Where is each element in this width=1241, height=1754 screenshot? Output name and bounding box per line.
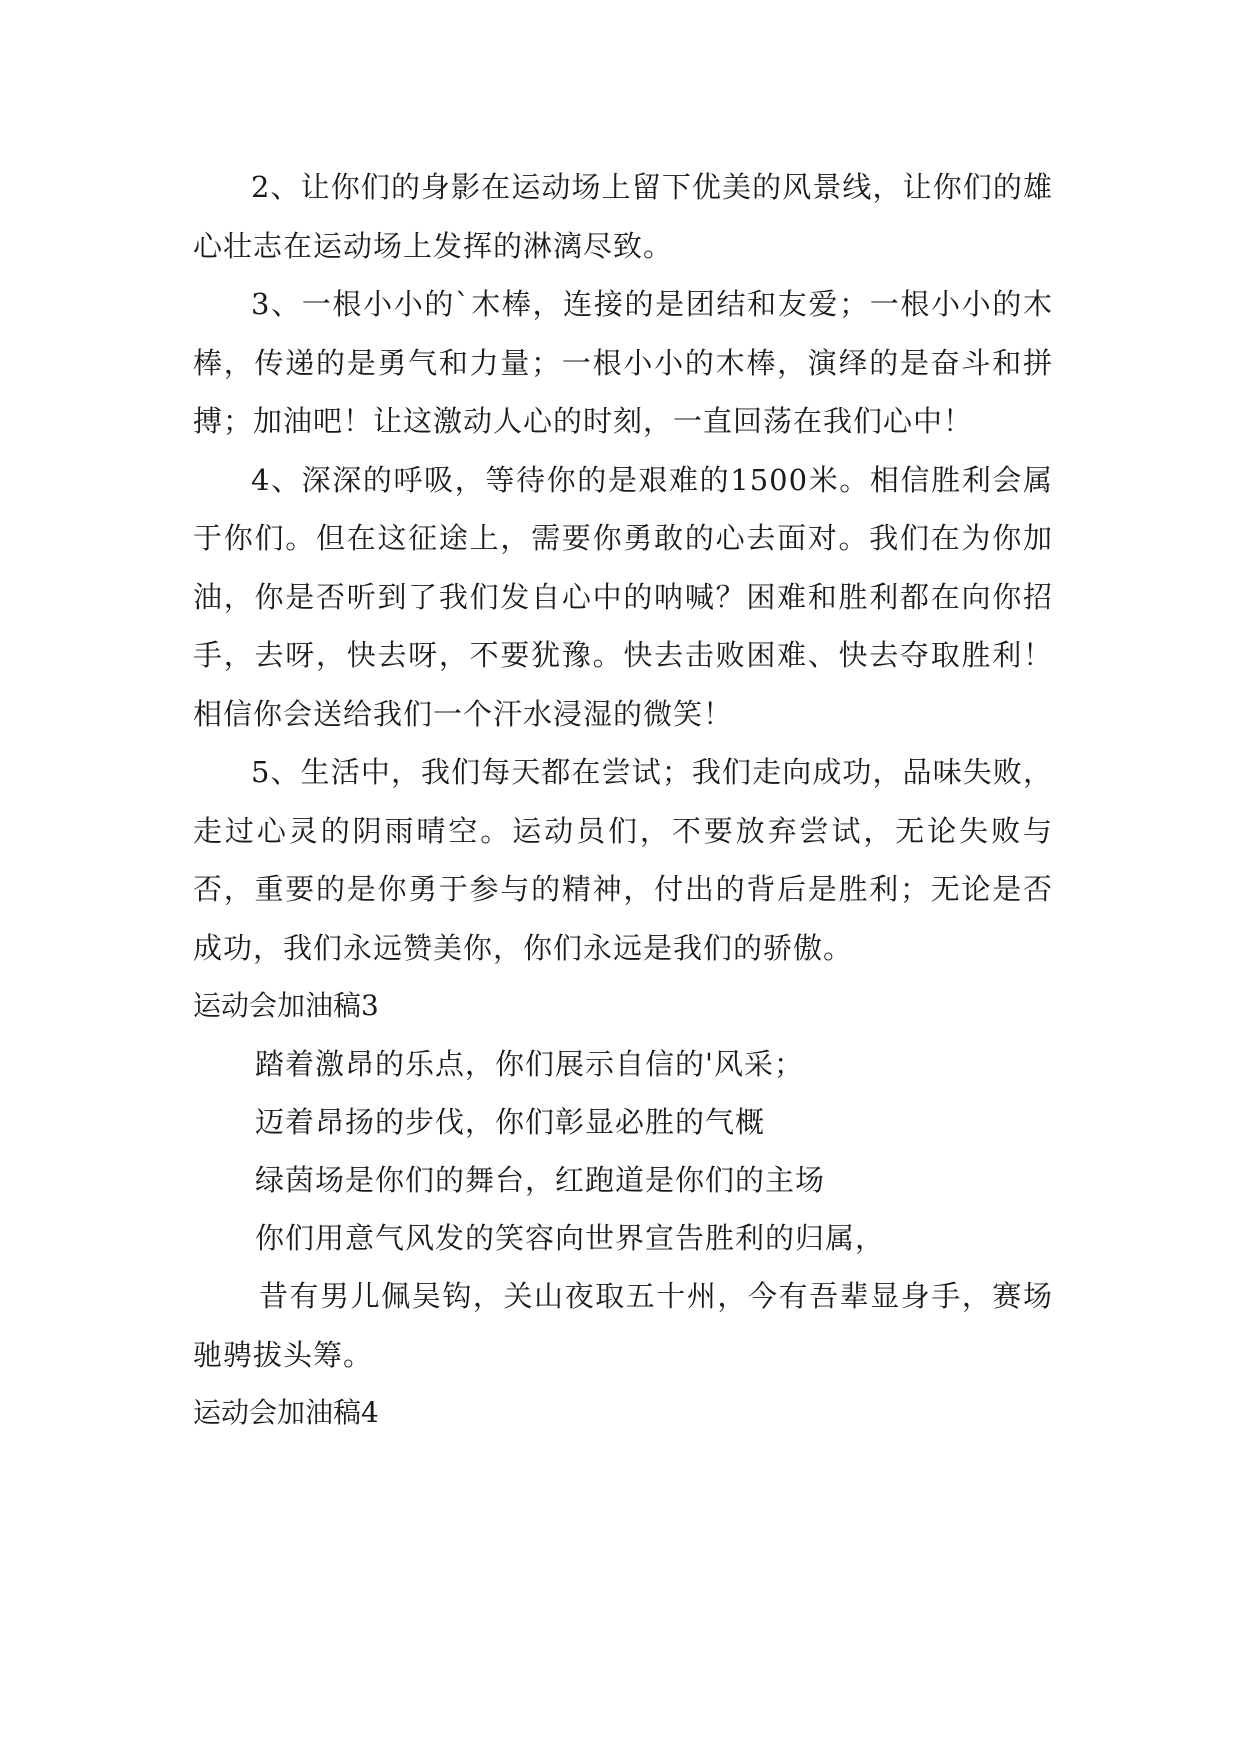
- document-body: [193, 158, 1053, 1442]
- section-heading-4: 运动会加油稿4: [193, 1396, 379, 1429]
- poem-line-4: 你们用意气风发的笑容向世界宣告胜利的归属，: [255, 1221, 886, 1255]
- closing-paragraph: 昔有男儿佩吴钩，关山夜取五十州，今有吾辈显身手，赛场驰骋拔头筹。: [193, 1279, 1053, 1372]
- section-heading-3: 运动会加油稿3: [193, 989, 379, 1022]
- paragraph-4: 4、深深的呼吸，等待你的是艰难的1500米。相信胜利会属于你们。但在这征途上，需要你勇敢的心去面对。我们在为你加油，你是否听到了我们发自心中的呐喊？困难和胜利都在向你招手，去呀，快去呀，不要犹豫。快去击败困难、快去夺取胜利！相信你会送给我们一个汗水浸湿的微笑！: [193, 462, 1053, 731]
- poem-line-2: 迈着昂扬的步伐，你们彰显必胜的气概: [255, 1105, 766, 1139]
- poem-line-3: 绿茵场是你们的舞台，红跑道是你们的主场: [255, 1163, 826, 1197]
- paragraph-2: 2、让你们的身影在运动场上留下优美的风景线，让你们的雄心壮志在运动场上发挥的淋漓尽致。: [193, 170, 1053, 263]
- paragraph-5: 5、生活中，我们每天都在尝试；我们走向成功，品味失败，走过心灵的阴雨晴空。运动员们，不要放弃尝试，无论失败与否，重要的是你勇于参与的精神，付出的背后是胜利；无论是否成功，我们永远赞美你，你们永远是我们的骄傲。: [193, 755, 1053, 965]
- paragraph-3: 3、一根小小的`木棒，连接的是团结和友爱；一根小小的木棒，传递的是勇气和力量；一根小小的木棒，演绎的是奋斗和拼搏；加油吧！让这激动人心的时刻，一直回荡在我们心中！: [193, 287, 1053, 438]
- poem-line-1: 踏着激昂的乐点，你们展示自信的'风采；: [255, 1047, 804, 1081]
